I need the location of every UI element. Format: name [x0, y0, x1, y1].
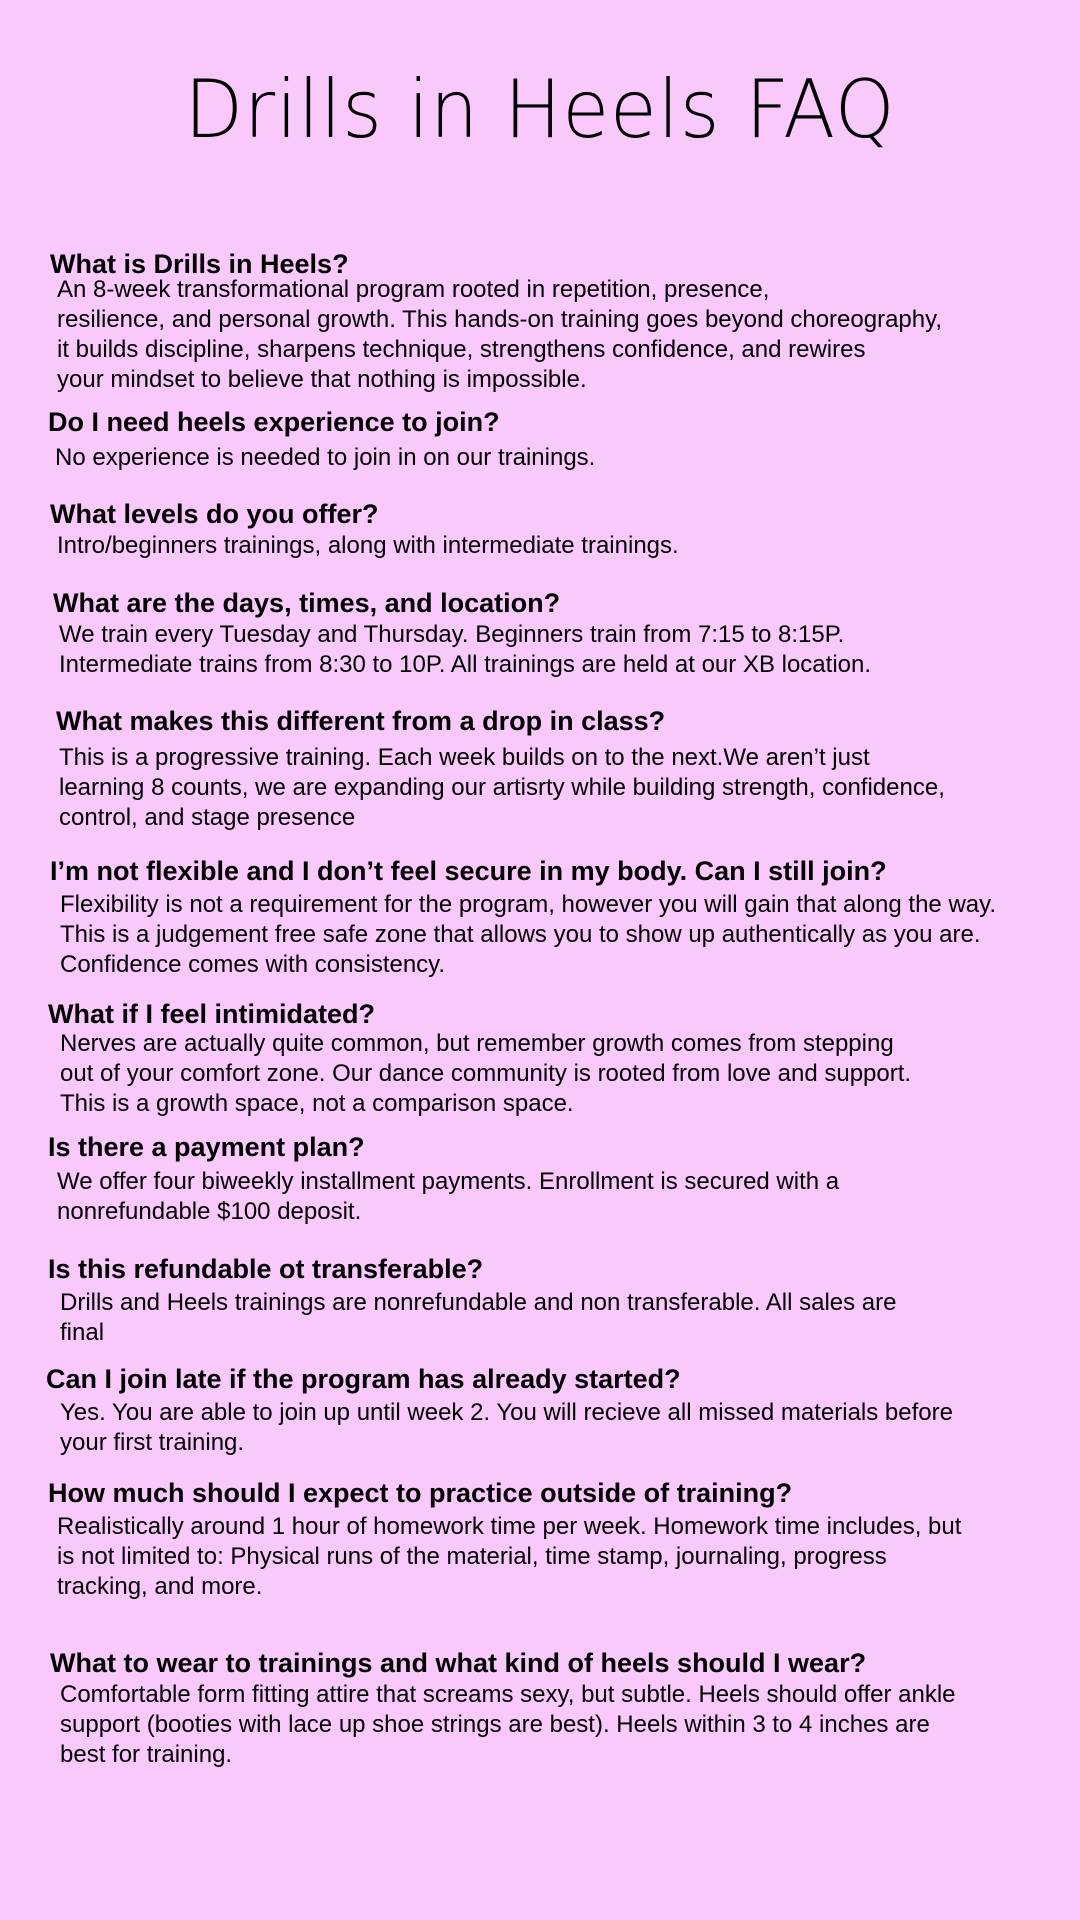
faq-question: What are the days, times, and location?	[53, 588, 561, 618]
faq-answer: We train every Tuesday and Thursday. Beginners train from 7:15 to 8:15P. Intermediate trains from 8:30 to 10P. All trainings are held at our XB location.	[59, 621, 872, 678]
faq-question: What levels do you offer?	[50, 499, 379, 529]
faq-answer: Intro/beginners trainings, along with intermediate trainings.	[57, 532, 679, 559]
faq-question: Do I need heels experience to join?	[48, 407, 500, 437]
faq-question: Can I join late if the program has already started?	[46, 1364, 681, 1394]
faq-answer: We offer four biweekly installment payments. Enrollment is secured with a nonrefundable $100 deposit.	[57, 1168, 840, 1225]
faq-question: What if I feel intimidated?	[48, 999, 376, 1029]
faq-answer: Flexibility is not a requirement for the program, however you will gain that along the way. This is a judgement free safe zone that allows you to show up authentically as you are. Confidence comes with consistency.	[60, 891, 997, 978]
faq-answer: Yes. You are able to join up until week 2. You will recieve all missed materials before your first training.	[60, 1399, 953, 1456]
faq-question: Is this refundable ot transferable?	[48, 1254, 484, 1284]
faq-question: Is there a payment plan?	[48, 1132, 365, 1162]
faq-answer: This is a progressive training. Each week builds on to the next.We aren’t just learning 8 counts, we are expanding our artisrty while building strength, confidence, control, and stage presence	[59, 744, 945, 831]
faq-answer: An 8-week transformational program rooted in repetition, presence, resilience, and personal growth. This hands-on training goes beyond choreography, it builds discipline, sharpens technique, strengthens confidence, and rewires your mindset to believe that nothing is impossible.	[57, 276, 942, 393]
faq-question: What to wear to trainings and what kind of heels should I wear?	[50, 1648, 867, 1678]
faq-answer: Nerves are actually quite common, but remember growth comes from stepping out of your comfort zone. Our dance community is rooted from love and support. This is a growth space, not a comparison space.	[60, 1030, 912, 1117]
faq-answer: Realistically around 1 hour of homework time per week. Homework time includes, but is not limited to: Physical runs of the material, time stamp, journaling, progress tracking, and more.	[57, 1513, 962, 1600]
faq-answer: Comfortable form fitting attire that screams sexy, but subtle. Heels should offer ankle support (booties with lace up shoe strings are best). Heels within 3 to 4 inches are best for training.	[60, 1681, 956, 1768]
page-title: Drills in Heels FAQ	[184, 63, 896, 156]
faq-answer: No experience is needed to join in on our trainings.	[55, 444, 596, 471]
faq-question: How much should I expect to practice outside of training?	[48, 1478, 793, 1508]
faq-question: What is Drills in Heels?	[50, 249, 349, 279]
faq-question: What makes this different from a drop in class?	[56, 706, 666, 736]
faq-answer: Drills and Heels trainings are nonrefundable and non transferable. All sales are final	[60, 1289, 897, 1346]
faq-question: I’m not flexible and I don’t feel secure in my body. Can I still join?	[50, 856, 887, 886]
